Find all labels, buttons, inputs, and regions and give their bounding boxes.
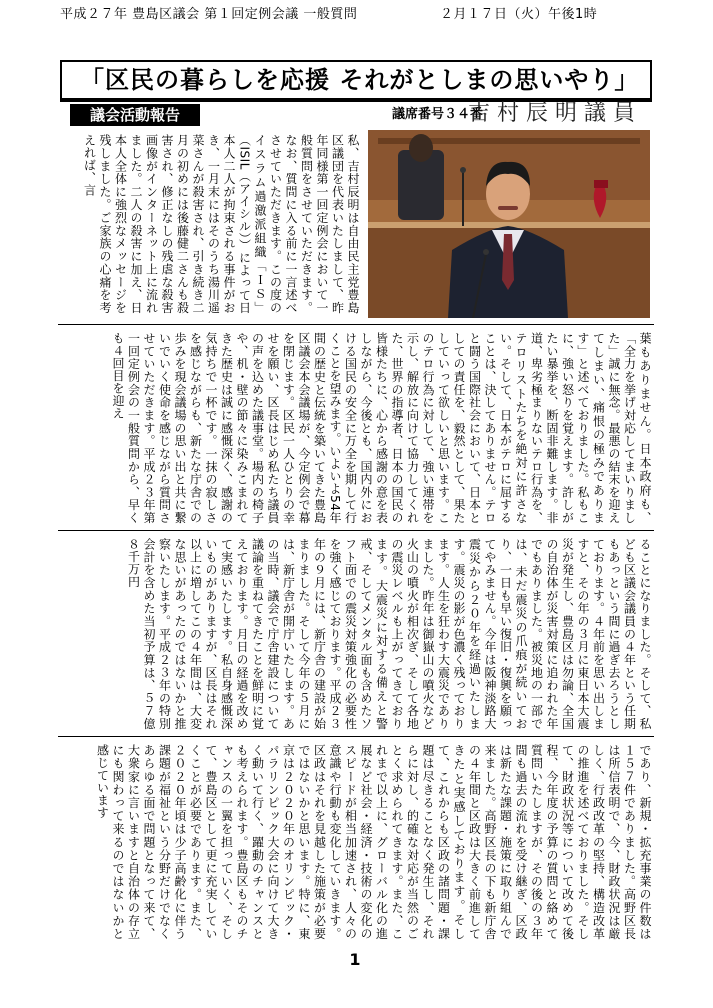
session-title: 平成２７年 豊島区議会 第１回定例会議 一般質問 [60, 7, 358, 22]
column-divider [58, 324, 654, 325]
text-column-1: 葉もありません。日本政府も、「全力を挙げ対応してまいりました」誠に無念。最悪の結末を迎えてしまい、痛恨の極みであります」と述べておりました。私もこに、強い怒りを覚えます。許しがたい暴挙を、断固非難します。非道、卑劣極まりないテロ行為を、テロリストたちを絶対に許さない。そして、日本がテロに屈することは、決してありません。テロと闘う国際社会において、日本としての責任を、毅然として、果たしていって欲しいと思います。このテロ行為に対して、強い連帯を示し、解放に向けて協力してくれた、世界の指導者、日本の国民の皆様たちに、心から感謝の意を表しながら、今後とも、国内外における国民の安全に万全を期して行くことを望みます。いよいよ54年間の歴史と伝統を築いてきた豊島区議会本会議場が、今定例会で幕を閉じます。区民一人ひとりの幸せを願い、区長はじめ私たち議員の声を込めた議事堂。場内の椅子や、机・壁の節々に染みこまれてきた歴史は誠に感慨深く、感謝の気持ちで一杯です。一抹の寂しさを感じながらも、新たな庁舎での歩みを現会議場の思い出と共に繋いでいく使命を感じながら質問させていただきます。平成２３年第一回定例会の一般質問から、早くも４回目を迎え [111, 332, 652, 524]
text-column-2: ることになりました。そして、私ども区議会議員の４年という任期もあっという間に過ぎ去ろうとしております。４年前を思い出しますと、その年の３月に東日本大震災が発生し、豊島区は勿論、全国の自治体が災害対策に追われた年でもありました。被災地の一部では、未だ震災の爪痕が続いており、一日も早い復旧・復興を願ってやみません。今年は阪神淡路大震災から２０年を経過いたします。震災の影が色濃く残っております。人生を狂わす大震災でありました。昨年は御嶽山の噴火など火山の噴火が相次ぎ、そして各地の震災レベルも上がってきております。大震災に対する備えと警戒、そしてメンタル面も含めたソフト面での震災対策強化の必要性を強く感じております。平成２３年の９月には、新庁舎の建設が始まりました。そして今年の５月には、新庁舎が開庁いたします。あの当時、議会で庁舎建設について議論を重ねてきたことを鮮明に覚えております。月日の経過を改めて実感いたします。私自身感慨深いものがありますが、区長はそれ以上に増してこの４年間は、大変な思いがあったのではないかと推察いたします。平成２３年の特別会計を含めた当初予算は、５７億８千万円 [126, 538, 652, 730]
page-title: 「区民の暮らしを応援 それがとしまの思いやり」 [80, 65, 640, 94]
session-line [60, 4, 660, 26]
column-divider [58, 736, 654, 737]
seat-number: 議席番号３４番 [392, 107, 484, 122]
session-datetime: ２月１７日（火）午後1時 [440, 7, 598, 22]
member-name: 吉村辰明議員 [468, 101, 643, 126]
section-banner: 議会活動報告 [70, 104, 200, 126]
column-divider [58, 530, 654, 531]
speaker-photo [368, 130, 650, 318]
text-column-3: であり、新規・拡充事業の件数は１５７件でありました。高野区長は所信表明で、今、財政状況は厳しく、行政改革の堅持、構造改革の推進を述べておりました。そして、財政状況等について改めて後程、今年度の予算の質問と絡めて質問いたしますが、その後の３年間も過去の流れを受け継ぎ、区政は新たな課題・施策に取り組んで来ました。高野区長の下も新庁舎の４年間と区政は大きく前進してきたと実感しております。そして、これからも区政の諸問題・課題は尽きることなく発生し、それらに対し、的確な対応が当然のごとく求められてきます。また、これまで以上に、グローバル化の進展など社会・経済・技術の変化のスピードが相当加速され、人々の意識や行動も変化していきます。区政はそれを見越した施策が必要ではないかと思います。特に、東京は２０２０年のオリンピック・パラリンピック大会に向けて大きく動いて行く、躍動のチャンスとも考えられます。豊島区もそのチャンスの一翼を担っていく、そして、豊島区として更に充実していくことが必要であります。また、２０２０年頃は少子高齢化に伴う課題が福祉という分野だけでなくあらゆる面で問題となって来て、大衆家に言いますと自治体の存立にも関わって来るのではないかと感じています [95, 744, 652, 940]
text-column-intro: 私、吉村辰明は自由民主党豊島区議団を代表いたしまして、昨年同様第一回定例会において一般質問をさせていただきます。なお、質問に入る前に一言述べさせていただきます。この度のイスラム過激派組織「ＩＳ」（ISIL（アイシル））によって日本人二人が拘束される事件がおき、一月末にはそのうち湯川遥菜さんが殺害され、引き続き二月の初めには後藤健二さんも殺害され、修正なしの残虐な殺害画像がインターネット上に流れました。二人の殺害に加え、日本人全体に強烈なメッセージを残しました。ご家族の心痛を考えれば、言 [82, 134, 360, 314]
page-number: 1 [349, 950, 361, 969]
